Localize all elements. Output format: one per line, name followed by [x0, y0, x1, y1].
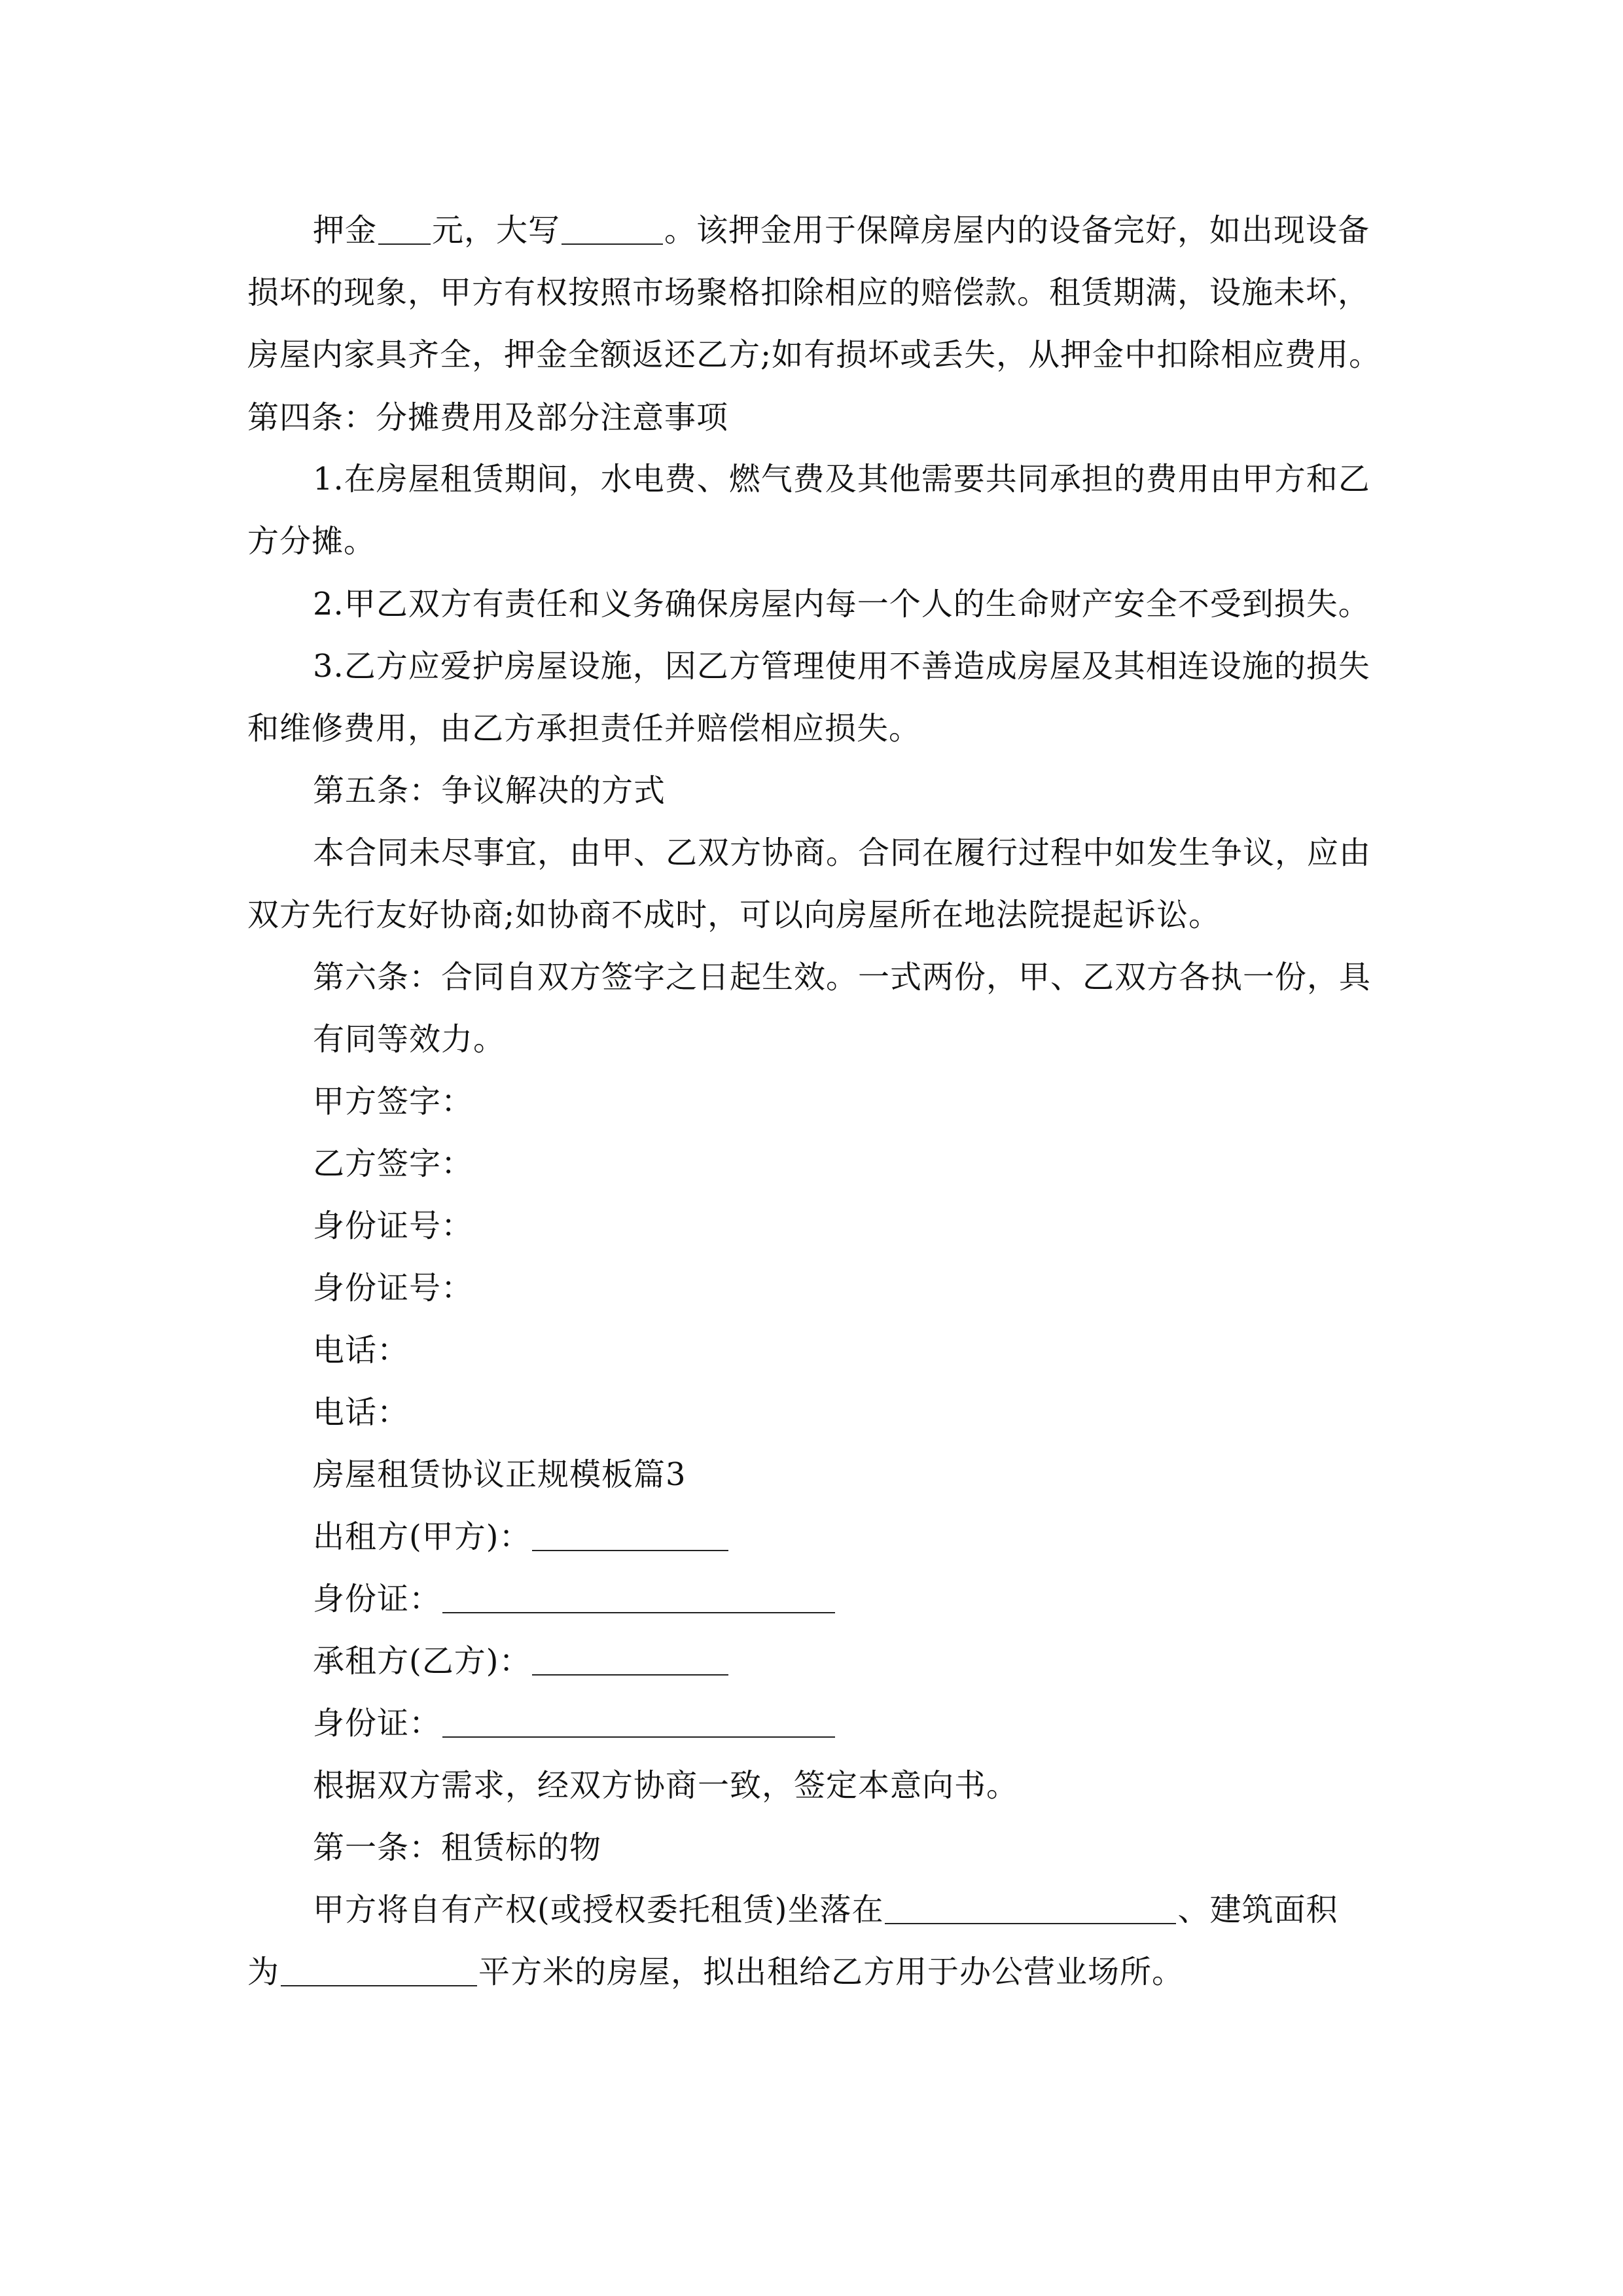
- lessee-line: [313, 1641, 730, 1681]
- area-purpose-text: 平方米的房屋，拟出租给乙方用于办公营业场所。: [478, 1954, 1185, 1990]
- phone-label: 电话：: [313, 1332, 410, 1369]
- paragraph-line: 第六条：合同自双方签字之日起生效。一式两份，甲、乙双方各执一份，具: [313, 959, 1372, 996]
- deposit-amount-blank: [378, 212, 431, 245]
- phone-label: 电话：: [313, 1394, 410, 1431]
- property-location-text: 甲方将自有产权(或授权委托租赁)坐落在: [313, 1892, 884, 1928]
- paragraph-line: 方分摊。: [247, 523, 376, 560]
- article-1-heading: 第一条：租赁标的物: [313, 1829, 602, 1866]
- id-number-label: 身份证号：: [313, 1208, 474, 1244]
- paragraph-line: 房屋内家具齐全，押金全额返还乙方;如有损坏或丢失，从押金中扣除相应费用。: [247, 336, 1382, 373]
- deposit-label: 押金: [313, 212, 378, 249]
- template-section-title: 房屋租赁协议正规模板篇3: [313, 1456, 687, 1493]
- paragraph-line: 和维修费用，由乙方承担责任并赔偿相应损失。: [247, 710, 921, 747]
- building-area-blank: [281, 1954, 477, 1986]
- paragraph-line: 损坏的现象，甲方有权按照市场聚格扣除相应的赔偿款。租赁期满，设施未坏，: [247, 274, 1370, 311]
- paragraph-line: 本合同未尽事宜，由甲、乙双方协商。合同在履行过程中如发生争议，应由: [313, 834, 1372, 871]
- id-label: 身份证：: [313, 1581, 442, 1617]
- lessee-blank: [532, 1643, 728, 1676]
- deposit-uppercase-label: 元，大写: [432, 212, 561, 249]
- paragraph-line: 根据双方需求，经双方协商一致，签定本意向书。: [313, 1767, 1019, 1804]
- area-prefix: 为: [247, 1954, 280, 1990]
- party-a-signature-label: 甲方签字：: [313, 1083, 474, 1120]
- id-number-label: 身份证号：: [313, 1270, 474, 1306]
- lessor-blank: [532, 1518, 728, 1551]
- deposit-line: [313, 211, 1370, 250]
- id-label: 身份证：: [313, 1705, 442, 1742]
- lessee-id-line: [313, 1704, 836, 1743]
- lessee-label: 承租方(乙方)：: [313, 1643, 531, 1679]
- property-area-line: [247, 1952, 1184, 1992]
- lessor-id-line: [313, 1579, 836, 1619]
- deposit-uppercase-blank: [562, 212, 663, 245]
- deposit-purpose-text: 。该押金用于保障房屋内的设备完好，如出现设备: [664, 212, 1370, 249]
- property-location-blank: [885, 1892, 1176, 1924]
- article-5-heading: 第五条：争议解决的方式: [313, 772, 666, 809]
- paragraph-line: 有同等效力。: [313, 1021, 506, 1058]
- lessee-id-blank: [442, 1705, 835, 1738]
- party-b-signature-label: 乙方签字：: [313, 1145, 474, 1182]
- building-area-label: 、建筑面积: [1177, 1892, 1338, 1928]
- paragraph-line: 1.在房屋租赁期间，水电费、燃气费及其他需要共同承担的费用由甲方和乙: [313, 461, 1370, 497]
- lessor-label: 出租方(甲方)：: [313, 1518, 531, 1555]
- lessor-id-blank: [442, 1581, 835, 1613]
- property-location-line: [313, 1890, 1338, 1929]
- article-4-heading: 第四条：分摊费用及部分注意事项: [247, 399, 729, 436]
- paragraph-line: 3.乙方应爱护房屋设施，因乙方管理使用不善造成房屋及其相连设施的损失: [313, 648, 1370, 685]
- paragraph-line: 2.甲乙双方有责任和义务确保房屋内每一个人的生命财产安全不受到损失。: [313, 586, 1370, 622]
- lessor-line: [313, 1517, 730, 1556]
- paragraph-line: 双方先行友好协商;如协商不成时，可以向房屋所在地法院提起诉讼。: [247, 897, 1221, 933]
